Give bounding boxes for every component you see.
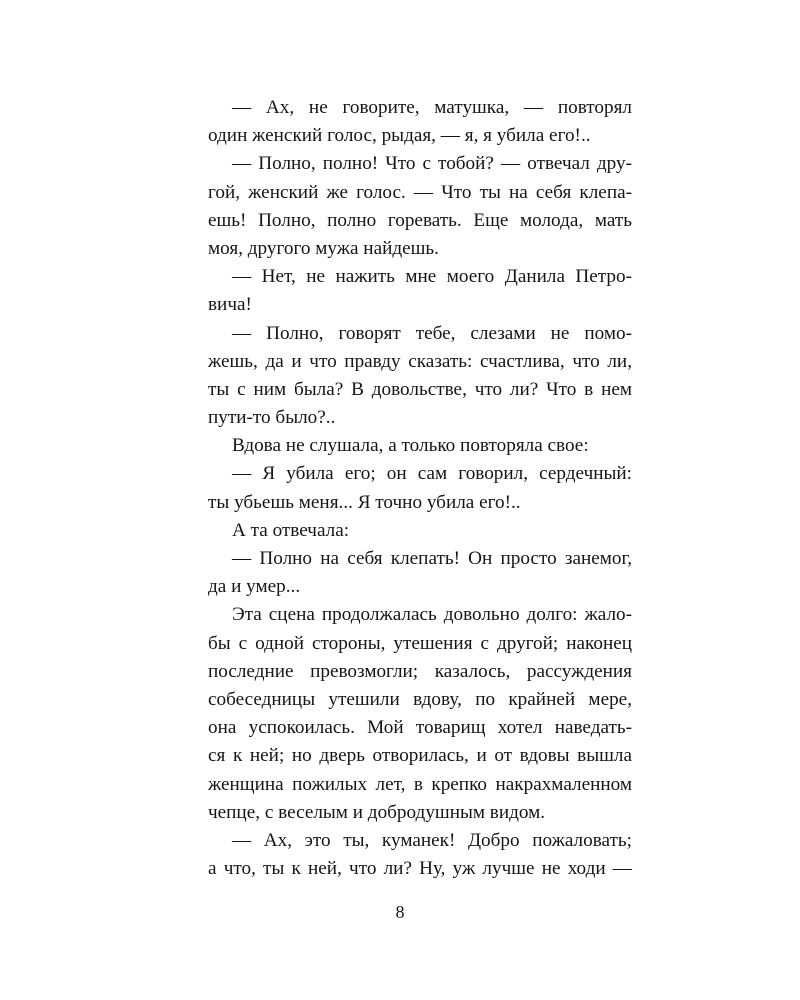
text-line: гой, женский же голос. — Что ты на себя клепа- [208, 181, 632, 203]
text-line: бы с одной стороны, утешения с другой; наконец [208, 632, 632, 654]
text-line: Вдова не слушала, а только повторяла свое: [232, 435, 589, 457]
text-line: собеседницы утешили вдову, по крайней мере, [208, 688, 632, 710]
text-line: да и умер... [208, 576, 301, 598]
text-line: — Я убила его; он сам говорил, сердечный: [232, 463, 632, 485]
text-line: ешь! Полно, полно горевать. Еще молода, мать [208, 209, 632, 231]
text-line: — Полно, полно! Что с тобой? — отвечал дру- [232, 153, 632, 175]
text-line: Эта сцена продолжалась довольно долго: жало- [232, 604, 632, 626]
text-line: последние превозмогли; казалось, рассуждения [208, 660, 632, 682]
text-line: один женский голос, рыдая, — я, я убила его!.. [208, 125, 591, 147]
page-number: 8 [395, 902, 405, 922]
text-line: — Нет, не нажить мне моего Данила Петро- [232, 266, 632, 288]
text-line: — Ах, это ты, куманек! Добро пожаловать; [232, 829, 632, 851]
text-line: моя, другого мужа найдешь. [208, 237, 439, 259]
text-line: — Полно, говорят тебе, слезами не помо- [232, 322, 632, 344]
text-line: А та отвечала: [232, 519, 350, 541]
body-text [208, 94, 632, 883]
text-line: женщина пожилых лет, в крепко накрахмаленном [208, 773, 632, 795]
text-line: пути-то было?.. [208, 407, 336, 429]
text-line: жешь, да и что правду сказать: счастлива, что ли, [208, 350, 632, 372]
text-line: — Полно на себя клепать! Он просто занемог, [232, 548, 632, 569]
text-line: ся к ней; но дверь отворилась, и от вдовы вышла [208, 745, 632, 767]
text-line: чепце, с веселым и добродушным видом. [208, 801, 546, 823]
text-line: — Ах, не говорите, матушка, — повторял [232, 97, 632, 118]
text-line: а что, ты к ней, что ли? Ну, уж лучше не ходи — [208, 858, 632, 880]
text-line: ты с ним была? В довольстве, что ли? Что в нем [208, 378, 632, 400]
text-line: ты убьешь меня... Я точно убила его!.. [208, 491, 521, 513]
text-line: она успокоилась. Мой товарищ хотел наведать- [208, 717, 632, 739]
text-line: вича! [208, 294, 252, 316]
